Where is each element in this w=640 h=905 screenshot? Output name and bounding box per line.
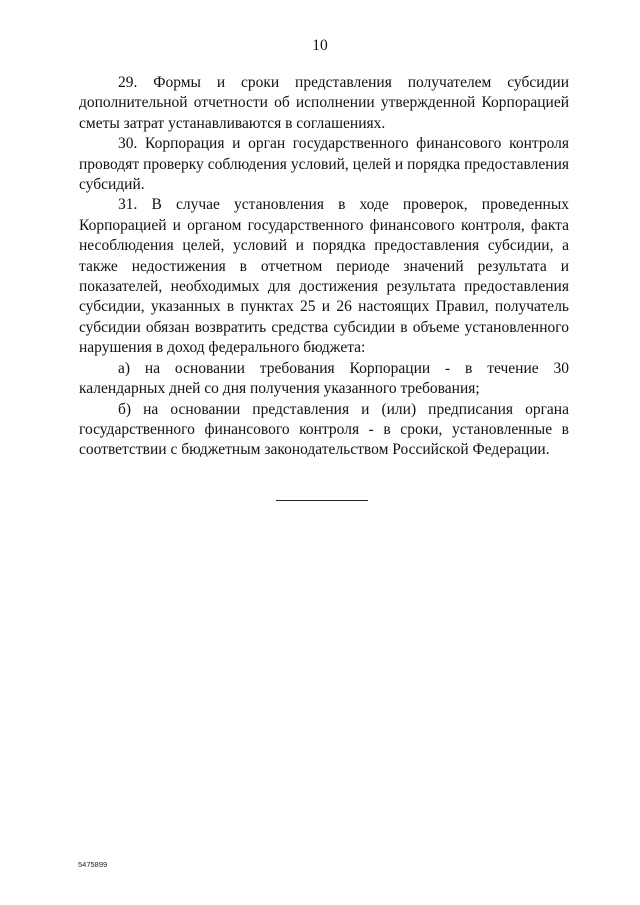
paragraph-31-subitem-a: а) на основании требования Корпорации - в течение 30 календарных дней со дня получения указанного требования;: [79, 359, 569, 398]
document-code: 5475899: [78, 860, 108, 869]
document-body: [79, 73, 569, 461]
paragraph-31: 31. В случае установления в ходе проверок, проведенных Корпорацией и органом государственного финансового контроля, факта несоблюдения целей, условий и порядка предоставления субсидии, а также недостижения в отчетном периоде значений результата и показателей, необходимых для достижения результата предоставления субсидии, указанных в пунктах 25 и 26 настоящих Правил, получатель субсидии обязан возвратить средства субсидии в объеме установленного нарушения в доход федерального бюджета:: [79, 196, 569, 357]
paragraph-30: 30. Корпорация и орган государственного финансового контроля проводят проверку соблюдения условий, целей и порядка предоставления субсидий.: [79, 135, 569, 194]
page-number: 10: [312, 37, 328, 54]
end-of-text-separator: [276, 500, 368, 501]
paragraph-29: 29. Формы и сроки представления получателем субсидии дополнительной отчетности об исполнении утвержденной Корпорацией сметы затрат устанавливаются в соглашениях.: [79, 74, 569, 132]
paragraph-31-subitem-b: б) на основании представления и (или) предписания органа государственного финансового контроля - в сроки, установленные в соответствии с бюджетным законодательством Российской Федерации.: [79, 400, 569, 459]
